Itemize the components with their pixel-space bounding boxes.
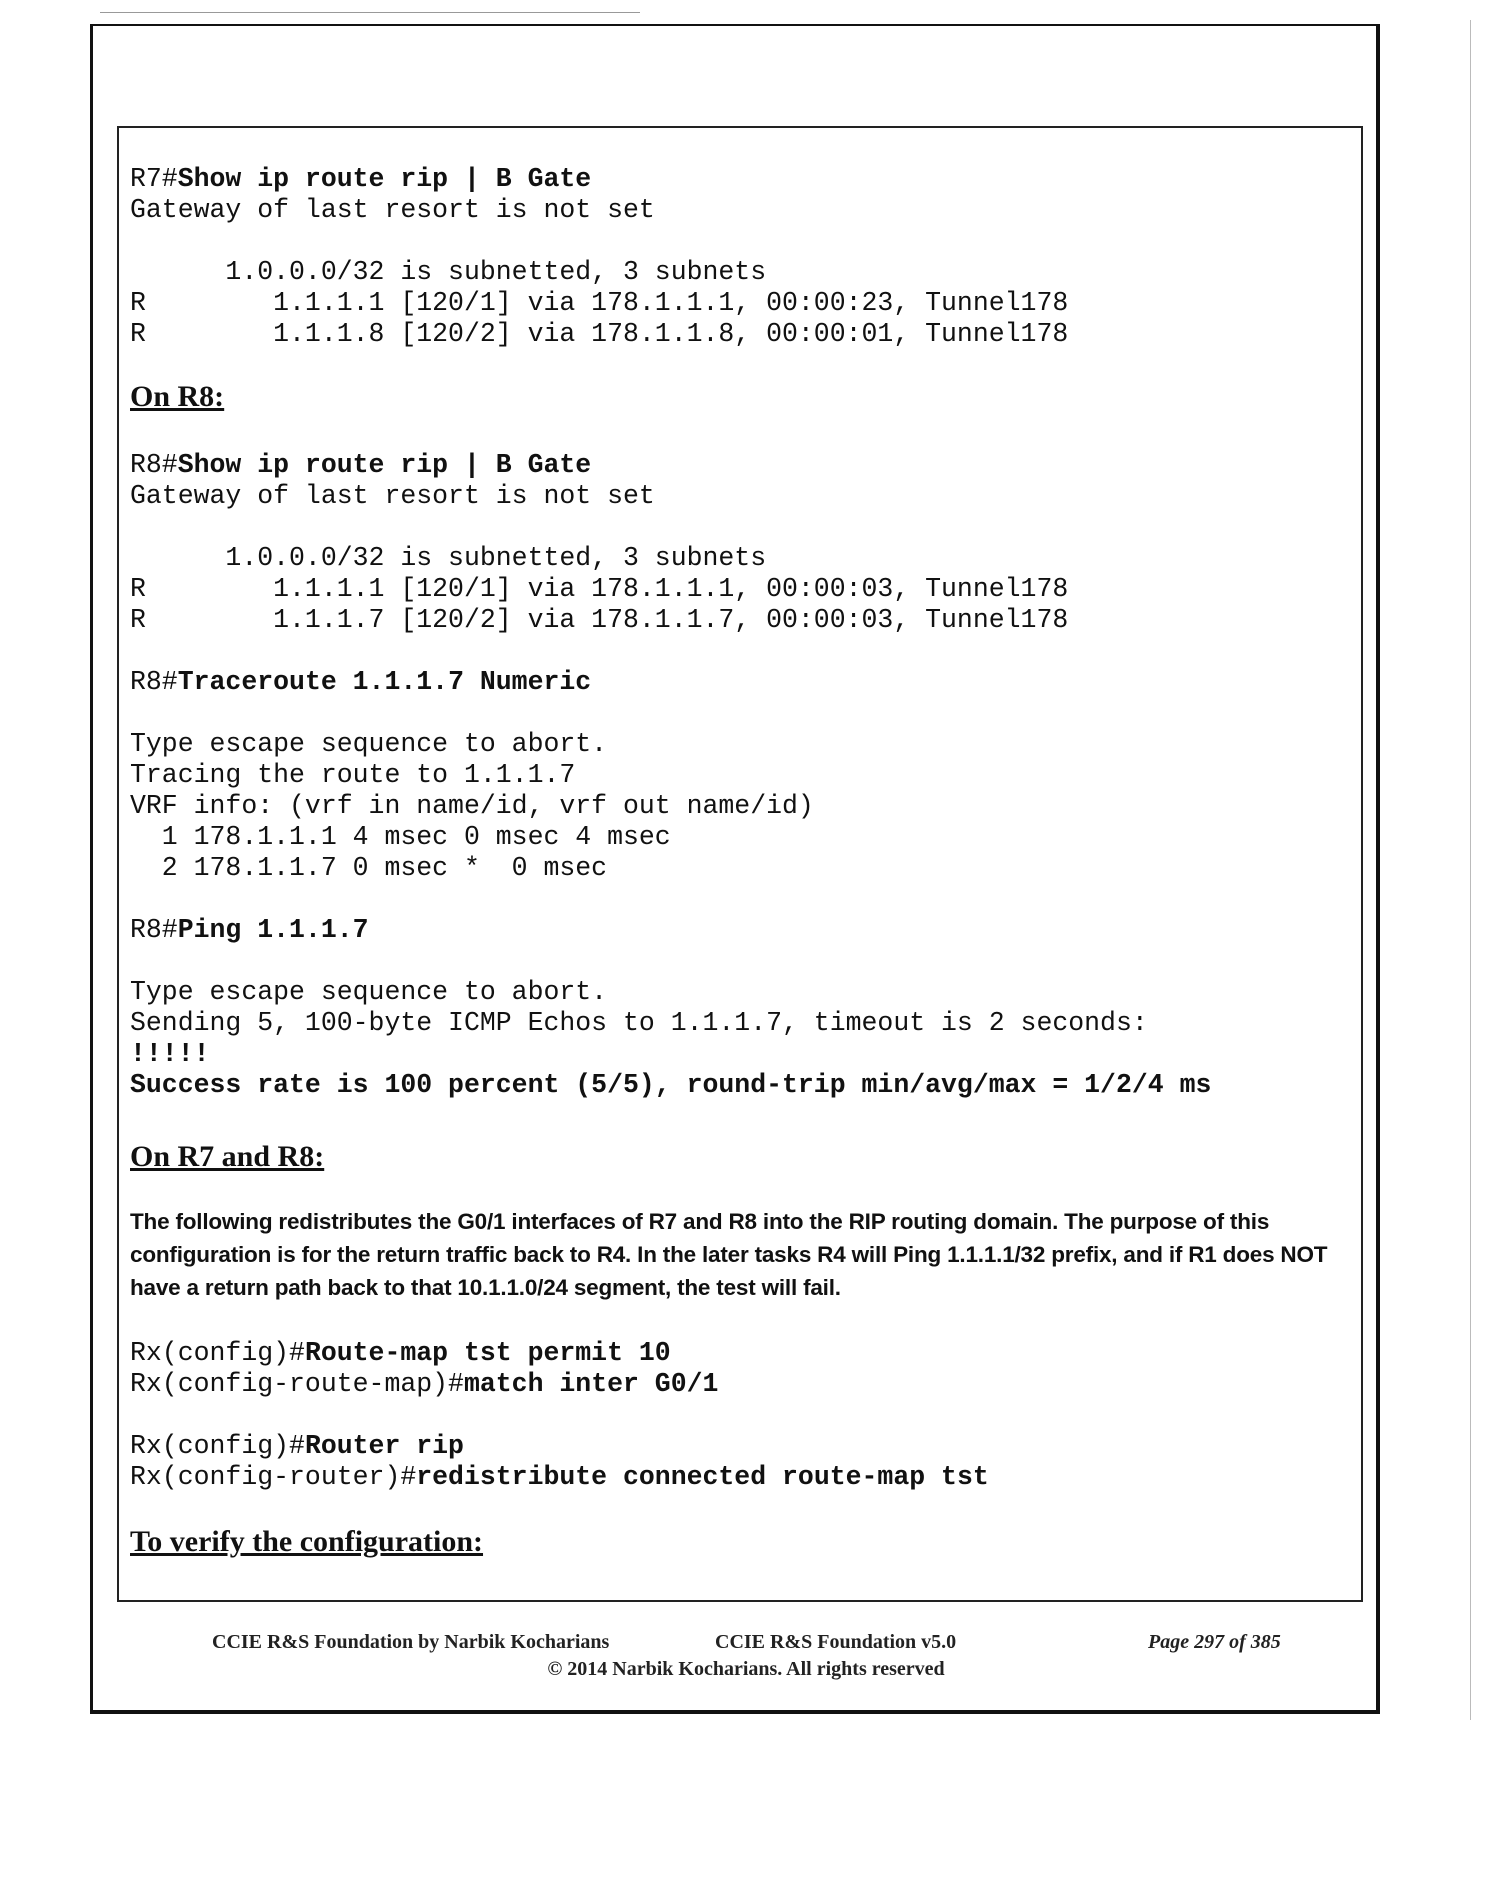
command-output: Type escape sequence to abort. Tracing the route to 1.1.1.7 VRF info: (vrf in name/id, vrf out name/id) 1 178.1.1.1 4 msec 0 msec 4 msec 2 178.1.1.7 0 msec * 0 msec	[130, 729, 814, 883]
heading-on-r8: On R8:	[130, 380, 225, 413]
r8-ping-block	[130, 915, 1211, 1101]
footer-version: CCIE R&S Foundation v5.0	[715, 1631, 957, 1653]
r7-route-block	[130, 164, 1068, 350]
config-rip-block	[130, 1431, 989, 1493]
command: Show ip route rip | B Gate	[177, 164, 592, 194]
prompt: Rx(config-router)#	[130, 1462, 417, 1492]
heading-on-r7-and-r8: On R7 and R8:	[130, 1140, 325, 1173]
prompt: R8#	[130, 915, 178, 945]
command: redistribute connected route-map tst	[416, 1462, 989, 1492]
r8-route-block	[130, 450, 1068, 636]
command: match inter G0/1	[463, 1369, 719, 1399]
prompt: Rx(config-route-map)#	[130, 1369, 464, 1399]
page-number: Page 297 of 385	[1148, 1631, 1281, 1653]
ping-result: !!!!! Success rate is 100 percent (5/5), round-trip min/avg/max = 1/2/4 ms	[130, 1039, 1212, 1100]
command: Traceroute 1.1.1.7 Numeric	[177, 667, 592, 697]
command-output: Gateway of last resort is not set 1.0.0.0/32 is subnetted, 3 subnets R 1.1.1.1 [120/1] via 178.1.1.1, 00:00:03, Tunnel178 R 1.1.1.7 [120/2] via 178.1.1.7, 00:00:03, Tunnel178	[130, 481, 1069, 635]
explanation-paragraph: The following redistributes the G0/1 interfaces of R7 and R8 into the RIP routing domain. The purpose of this configuration is for the return traffic back to R4. In the later tasks R4 will Ping 1.1.1.1/32 prefix, and if R1 does NOT have a return path back to that 10.1.1.0/24 segment, the test will fail.	[130, 1209, 1328, 1300]
prompt: R8#	[130, 450, 178, 480]
r8-traceroute-block	[130, 667, 814, 884]
copyright: © 2014 Narbik Kocharians. All rights reserved	[547, 1658, 945, 1680]
prompt: Rx(config)#	[130, 1431, 305, 1461]
command: Router rip	[304, 1431, 464, 1461]
heading-verify: To verify the configuration:	[130, 1525, 484, 1558]
footer-title: CCIE R&S Foundation by Narbik Kocharians	[212, 1631, 610, 1653]
prompt: R7#	[130, 164, 178, 194]
prompt: R8#	[130, 667, 178, 697]
config-route-map-block	[130, 1338, 718, 1400]
command-output: Gateway of last resort is not set 1.0.0.0/32 is subnetted, 3 subnets R 1.1.1.1 [120/1] via 178.1.1.1, 00:00:23, Tunnel178 R 1.1.1.8 [120/2] via 178.1.1.8, 00:00:01, Tunnel178	[130, 195, 1069, 349]
prompt: Rx(config)#	[130, 1338, 305, 1368]
command: Route-map tst permit 10	[304, 1338, 671, 1368]
scan-artifact-right	[1470, 20, 1471, 1720]
command: Show ip route rip | B Gate	[177, 450, 592, 480]
command-output: Type escape sequence to abort. Sending 5, 100-byte ICMP Echos to 1.1.1.7, timeout is 2 seconds:	[130, 977, 1148, 1038]
scan-artifact-top	[100, 12, 640, 13]
command: Ping 1.1.1.7	[177, 915, 369, 945]
